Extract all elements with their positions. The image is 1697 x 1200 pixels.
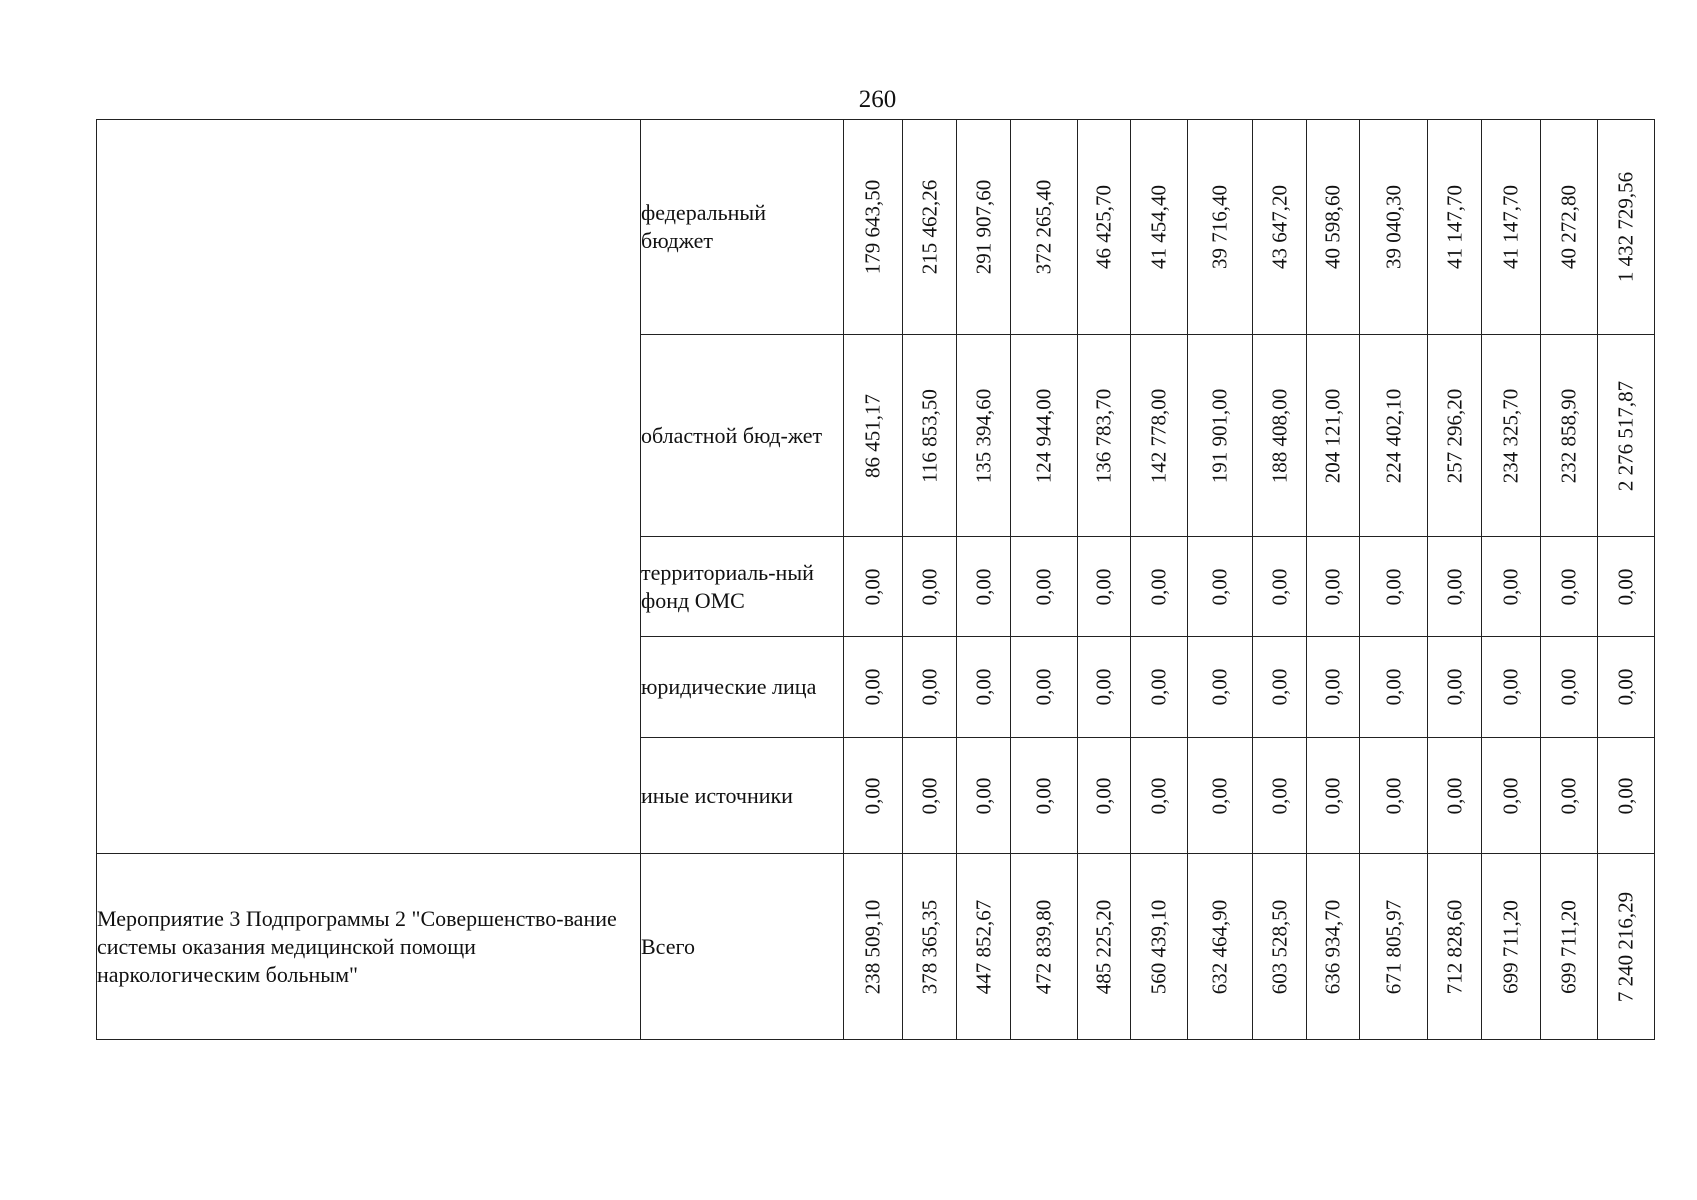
financing-table: [96, 119, 1655, 1040]
value-cell: 603 528,50: [1253, 854, 1307, 1040]
value-cell: 699 711,20: [1541, 854, 1598, 1040]
value-cell: 0,00: [1131, 738, 1188, 854]
row-total: [97, 854, 1655, 1040]
value-cell-total: 7 240 216,29: [1598, 854, 1655, 1040]
value-cell: 0,00: [1188, 637, 1253, 738]
source-label: иные источники: [641, 738, 844, 854]
row-federal-budget: [97, 120, 1655, 335]
value-cell: 0,00: [1307, 537, 1360, 637]
value-cell: 238 509,10: [844, 854, 903, 1040]
value-cell: 372 265,40: [1011, 120, 1078, 335]
value-cell: 0,00: [1541, 637, 1598, 738]
value-cell: 0,00: [1131, 637, 1188, 738]
value-cell: 41 147,70: [1482, 120, 1541, 335]
value-cell: 0,00: [957, 537, 1011, 637]
value-cell: 0,00: [1188, 537, 1253, 637]
value-cell: 291 907,60: [957, 120, 1011, 335]
source-label: Всего: [641, 854, 844, 1040]
value-cell: 0,00: [844, 637, 903, 738]
value-cell: 39 040,30: [1360, 120, 1428, 335]
value-cell: 0,00: [1011, 637, 1078, 738]
value-cell: 0,00: [957, 738, 1011, 854]
value-cell-total: 2 276 517,87: [1598, 335, 1655, 537]
value-cell: 43 647,20: [1253, 120, 1307, 335]
value-cell: 0,00: [1541, 738, 1598, 854]
value-cell: 0,00: [1482, 637, 1541, 738]
value-cell: 191 901,00: [1188, 335, 1253, 537]
value-cell: 0,00: [1078, 637, 1131, 738]
value-cell: 0,00: [1428, 738, 1482, 854]
value-cell: 699 711,20: [1482, 854, 1541, 1040]
source-label: юридические лица: [641, 637, 844, 738]
value-cell: 0,00: [1253, 537, 1307, 637]
value-cell: 0,00: [1428, 537, 1482, 637]
value-cell: 0,00: [1078, 537, 1131, 637]
value-cell: 0,00: [1188, 738, 1253, 854]
activity-title: Мероприятие 3 Подпрограммы 2 "Совершенство-вание системы оказания медицинской помощи наркологическим больным": [97, 854, 641, 1040]
value-cell: 485 225,20: [1078, 854, 1131, 1040]
value-cell: 40 598,60: [1307, 120, 1360, 335]
value-cell: 472 839,80: [1011, 854, 1078, 1040]
value-cell: 378 365,35: [903, 854, 957, 1040]
value-cell: 0,00: [903, 637, 957, 738]
value-cell: 188 408,00: [1253, 335, 1307, 537]
value-cell: 0,00: [1253, 738, 1307, 854]
value-cell: 215 462,26: [903, 120, 957, 335]
value-cell: 116 853,50: [903, 335, 957, 537]
value-cell: 0,00: [1131, 537, 1188, 637]
value-cell: 41 147,70: [1428, 120, 1482, 335]
value-cell: 257 296,20: [1428, 335, 1482, 537]
value-cell: 0,00: [903, 738, 957, 854]
value-cell: 0,00: [1307, 738, 1360, 854]
value-cell: 0,00: [844, 537, 903, 637]
value-cell: 0,00: [1011, 738, 1078, 854]
value-cell: 0,00: [1011, 537, 1078, 637]
value-cell: 447 852,67: [957, 854, 1011, 1040]
page-number: 260: [858, 86, 897, 113]
value-cell: 41 454,40: [1131, 120, 1188, 335]
value-cell-total: 0,00: [1598, 738, 1655, 854]
value-cell: 135 394,60: [957, 335, 1011, 537]
value-cell: 0,00: [1482, 537, 1541, 637]
value-cell: 142 778,00: [1131, 335, 1188, 537]
value-cell: 712 828,60: [1428, 854, 1482, 1040]
value-cell: 39 716,40: [1188, 120, 1253, 335]
value-cell: 224 402,10: [1360, 335, 1428, 537]
value-cell: 0,00: [1482, 738, 1541, 854]
activity-cell-empty: [97, 120, 641, 854]
source-label: территориаль-ный фонд ОМС: [641, 537, 844, 637]
value-cell: 0,00: [1078, 738, 1131, 854]
value-cell: 46 425,70: [1078, 120, 1131, 335]
source-label: федеральный бюджет: [641, 120, 844, 335]
value-cell: 0,00: [1307, 637, 1360, 738]
value-cell: 136 783,70: [1078, 335, 1131, 537]
value-cell: 232 858,90: [1541, 335, 1598, 537]
value-cell: 40 272,80: [1541, 120, 1598, 335]
value-cell: 0,00: [1253, 637, 1307, 738]
value-cell: 0,00: [1360, 738, 1428, 854]
value-cell: 0,00: [1360, 637, 1428, 738]
value-cell: 234 325,70: [1482, 335, 1541, 537]
value-cell-total: 1 432 729,56: [1598, 120, 1655, 335]
value-cell: 560 439,10: [1131, 854, 1188, 1040]
value-cell-total: 0,00: [1598, 537, 1655, 637]
value-cell: 0,00: [1360, 537, 1428, 637]
value-cell: 179 643,50: [844, 120, 903, 335]
value-cell: 204 121,00: [1307, 335, 1360, 537]
value-cell: 86 451,17: [844, 335, 903, 537]
value-cell: 636 934,70: [1307, 854, 1360, 1040]
value-cell: 124 944,00: [1011, 335, 1078, 537]
source-label: областной бюд-жет: [641, 335, 844, 537]
value-cell-total: 0,00: [1598, 637, 1655, 738]
value-cell: 0,00: [1541, 537, 1598, 637]
value-cell: 0,00: [957, 637, 1011, 738]
value-cell: 632 464,90: [1188, 854, 1253, 1040]
value-cell: 671 805,97: [1360, 854, 1428, 1040]
value-cell: 0,00: [844, 738, 903, 854]
value-cell: 0,00: [1428, 637, 1482, 738]
value-cell: 0,00: [903, 537, 957, 637]
